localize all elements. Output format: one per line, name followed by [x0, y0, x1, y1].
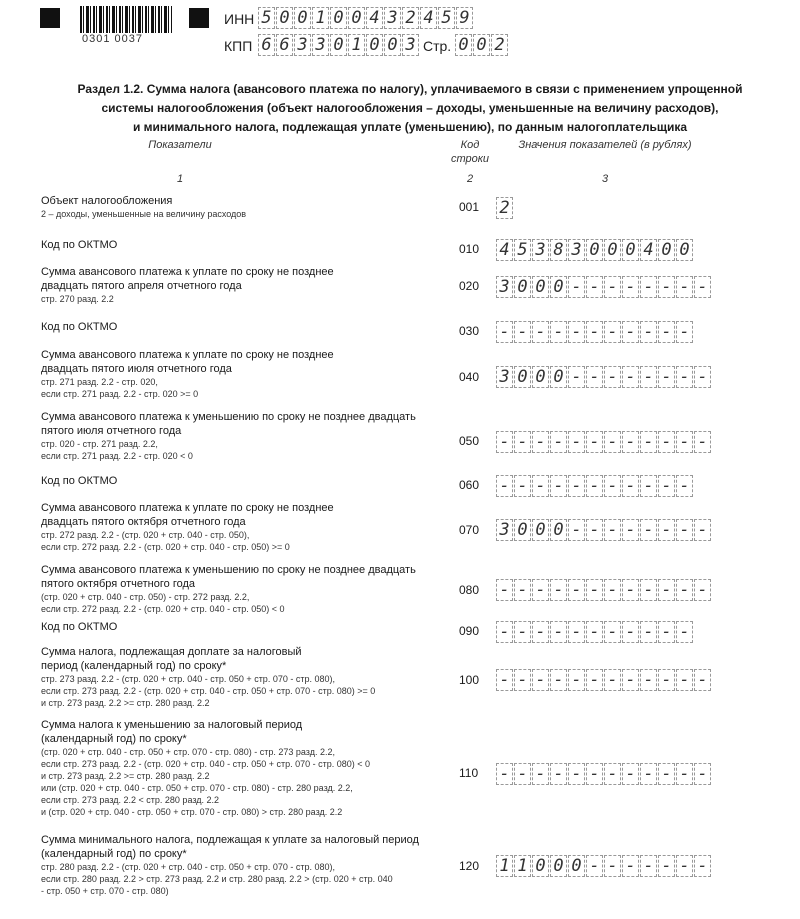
value-digit-cell: - [676, 519, 693, 541]
value-digit-cell: - [658, 321, 675, 343]
row-label-formula: 2 – доходы, уменьшенные на величину расходов [41, 209, 247, 219]
value-digit-cell: - [496, 763, 513, 785]
page-digit-cell: 2 [491, 34, 508, 56]
row-code: 060 [459, 478, 480, 492]
value-digit-cell: 3 [496, 519, 513, 541]
corner-marker-left [40, 8, 60, 28]
value-digit-cell: - [586, 431, 603, 453]
row-label [41, 348, 446, 400]
row-label-main: Сумма налога, подлежащая доплате за налоговый [41, 646, 302, 658]
value-digit-cell: - [640, 475, 657, 497]
value-digit-cell: - [658, 669, 675, 691]
kpp-digit-cell: 1 [348, 34, 365, 56]
value-digit-cell: - [586, 855, 603, 877]
row-label [41, 620, 446, 634]
value-digit-cell: 0 [550, 519, 567, 541]
kpp-digit-cell: 6 [276, 34, 293, 56]
row-value-field [496, 621, 693, 643]
value-digit-cell: - [532, 669, 549, 691]
value-digit-cell: 4 [496, 239, 513, 261]
row-label [41, 645, 446, 709]
row-label [41, 474, 446, 488]
value-digit-cell: - [568, 276, 585, 298]
value-digit-cell: 3 [568, 239, 585, 261]
kpp-digit-cell: 3 [294, 34, 311, 56]
inn-digit-cell: 5 [438, 7, 455, 29]
row-label [41, 501, 446, 553]
barcode-number: 0301 0037 [82, 33, 143, 45]
row-label-formula: стр. 273 разд. 2.2 - (стр. 020 + стр. 040 - стр. 050 + стр. 070 - стр. 080), [41, 674, 335, 684]
value-digit-cell: - [622, 475, 639, 497]
value-digit-cell: - [676, 621, 693, 643]
row-value-field [496, 855, 711, 877]
row-label-main: Сумма авансового платежа к уплате по сроку не позднее [41, 349, 334, 361]
value-digit-cell: - [568, 366, 585, 388]
value-digit-cell: - [532, 475, 549, 497]
row-label-main: Код по ОКТМО [41, 475, 118, 487]
value-digit-cell: - [496, 579, 513, 601]
row-value-field [496, 431, 711, 453]
value-digit-cell: 0 [514, 519, 531, 541]
row-label-main: Сумма авансового платежа к уменьшению по сроку не позднее двадцать [41, 564, 416, 576]
value-digit-cell: - [514, 669, 531, 691]
row-label-main: двадцать пятого апреля отчетного года [41, 280, 242, 292]
value-digit-cell: 0 [622, 239, 639, 261]
value-digit-cell: - [550, 475, 567, 497]
value-digit-cell: - [694, 855, 711, 877]
inn-digit-cell: 2 [402, 7, 419, 29]
row-label-formula: если стр. 273 разд. 2.2 - (стр. 020 + стр. 040 - стр. 050 + стр. 070 - стр. 080) >= 0 [41, 686, 376, 696]
value-digit-cell: - [550, 431, 567, 453]
row-value-field [496, 763, 711, 785]
value-digit-cell: - [694, 763, 711, 785]
value-digit-cell: 0 [604, 239, 621, 261]
value-digit-cell: - [496, 475, 513, 497]
value-digit-cell: - [622, 366, 639, 388]
value-digit-cell: - [676, 276, 693, 298]
row-value-field [496, 239, 693, 261]
row-value-field [496, 197, 513, 219]
row-code: 080 [459, 583, 480, 597]
row-label [41, 320, 446, 334]
row-value-field [496, 321, 693, 343]
value-digit-cell: - [658, 431, 675, 453]
value-digit-cell: 0 [532, 366, 549, 388]
value-digit-cell: 0 [676, 239, 693, 261]
inn-digit-cell: 4 [366, 7, 383, 29]
value-digit-cell: - [658, 475, 675, 497]
value-digit-cell: - [604, 855, 621, 877]
kpp-digit-cell: 0 [330, 34, 347, 56]
page-number-field [455, 34, 508, 56]
value-digit-cell: - [622, 579, 639, 601]
value-digit-cell: - [622, 621, 639, 643]
value-digit-cell: - [622, 763, 639, 785]
kpp-field [258, 34, 419, 56]
row-label-main: (календарный год) по сроку* [41, 848, 187, 860]
value-digit-cell: - [622, 669, 639, 691]
row-label-main: Сумма авансового платежа к уплате по сроку не позднее [41, 502, 334, 514]
value-digit-cell: - [568, 431, 585, 453]
value-digit-cell: - [586, 475, 603, 497]
value-digit-cell: - [622, 519, 639, 541]
page-digit-cell: 0 [455, 34, 472, 56]
row-label [41, 238, 446, 252]
row-label-main: период (календарный год) по сроку* [41, 660, 227, 672]
row-code: 001 [459, 200, 480, 214]
value-digit-cell: - [532, 621, 549, 643]
row-label [41, 563, 446, 615]
value-digit-cell: - [496, 669, 513, 691]
value-digit-cell: - [496, 621, 513, 643]
value-digit-cell: - [604, 669, 621, 691]
value-digit-cell: - [532, 579, 549, 601]
inn-digit-cell: 1 [312, 7, 329, 29]
value-digit-cell: - [694, 366, 711, 388]
value-digit-cell: - [568, 763, 585, 785]
row-label-main: (календарный год) по сроку* [41, 733, 187, 745]
row-label-main: пятого июля отчетного года [41, 425, 182, 437]
value-digit-cell: - [694, 579, 711, 601]
value-digit-cell: - [694, 669, 711, 691]
value-digit-cell: - [568, 621, 585, 643]
row-label-formula: если стр. 271 разд. 2.2 - стр. 020 >= 0 [41, 389, 199, 399]
column-header-code-line2: строки [450, 153, 490, 165]
row-label [41, 833, 446, 897]
row-label-main: Сумма налога к уменьшению за налоговый период [41, 719, 303, 731]
value-digit-cell: - [676, 431, 693, 453]
kpp-digit-cell: 0 [366, 34, 383, 56]
row-label-formula: или (стр. 020 + стр. 040 - стр. 050 + стр. 070 - стр. 080) - стр. 280 разд. 2.2, [41, 783, 353, 793]
value-digit-cell: 3 [532, 239, 549, 261]
row-label-formula: и (стр. 020 + стр. 040 - стр. 050 + стр. 070 - стр. 080) > стр. 280 разд. 2.2 [41, 807, 343, 817]
value-digit-cell: - [658, 763, 675, 785]
page-label: Стр. [423, 38, 452, 54]
page-digit-cell: 0 [473, 34, 490, 56]
value-digit-cell: - [640, 669, 657, 691]
section-title-line: Раздел 1.2. Сумма налога (авансового платежа по налогу), уплачиваемого в связи с применением упрощенной [77, 82, 743, 96]
value-digit-cell: - [694, 276, 711, 298]
row-label-main: двадцать пятого июля отчетного года [41, 363, 232, 375]
inn-digit-cell: 5 [258, 7, 275, 29]
value-digit-cell: 0 [532, 519, 549, 541]
value-digit-cell: - [586, 519, 603, 541]
inn-digit-cell: 0 [348, 7, 365, 29]
value-digit-cell: - [640, 321, 657, 343]
value-digit-cell: - [568, 669, 585, 691]
value-digit-cell: - [568, 475, 585, 497]
column-number-3: 3 [601, 173, 609, 185]
value-digit-cell: - [640, 431, 657, 453]
value-digit-cell: - [658, 276, 675, 298]
row-code: 090 [459, 624, 480, 638]
barcode-bars [80, 6, 172, 33]
row-code: 030 [459, 324, 480, 338]
row-label-formula: - стр. 050 + стр. 070 - стр. 080) [41, 886, 169, 896]
value-digit-cell: - [640, 579, 657, 601]
value-digit-cell: - [622, 431, 639, 453]
row-code: 020 [459, 279, 480, 293]
value-digit-cell: 0 [568, 855, 585, 877]
value-digit-cell: - [622, 276, 639, 298]
inn-field [258, 7, 473, 29]
value-digit-cell: - [604, 475, 621, 497]
row-label [41, 718, 446, 818]
value-digit-cell: - [604, 519, 621, 541]
value-digit-cell: - [496, 431, 513, 453]
value-digit-cell: 0 [658, 239, 675, 261]
row-label-formula: и стр. 273 разд. 2.2 >= стр. 280 разд. 2.2 [41, 698, 210, 708]
column-header-values: Значения показателей (в рублях) [518, 139, 692, 151]
row-label-formula: если стр. 272 разд. 2.2 - (стр. 020 + стр. 040 - стр. 050) < 0 [41, 604, 285, 614]
value-digit-cell: 0 [514, 276, 531, 298]
kpp-digit-cell: 6 [258, 34, 275, 56]
value-digit-cell: - [676, 475, 693, 497]
row-label-main: двадцать пятого октября отчетного года [41, 516, 246, 528]
value-digit-cell: - [496, 321, 513, 343]
value-digit-cell: 0 [550, 855, 567, 877]
value-digit-cell: - [532, 431, 549, 453]
row-label-main: Объект налогообложения [41, 195, 173, 207]
row-label-formula: если стр. 272 разд. 2.2 - (стр. 020 + стр. 040 - стр. 050) >= 0 [41, 542, 290, 552]
inn-digit-cell: 0 [294, 7, 311, 29]
row-code: 100 [459, 673, 480, 687]
inn-digit-cell: 0 [276, 7, 293, 29]
kpp-label: КПП [224, 38, 253, 54]
value-digit-cell: - [568, 579, 585, 601]
value-digit-cell: - [676, 855, 693, 877]
value-digit-cell: - [640, 621, 657, 643]
row-label-main: Сумма авансового платежа к уменьшению по сроку не позднее двадцать [41, 411, 416, 423]
section-title-line: и минимального налога, подлежащая уплате (уменьшению), по данным налогоплательщика [132, 120, 688, 134]
row-value-field [496, 519, 711, 541]
value-digit-cell: - [586, 763, 603, 785]
column-number-2: 2 [466, 173, 474, 185]
inn-digit-cell: 0 [330, 7, 347, 29]
value-digit-cell: - [568, 519, 585, 541]
inn-label: ИНН [224, 11, 255, 27]
corner-marker-right [189, 8, 209, 28]
row-label-formula: если стр. 271 разд. 2.2 - стр. 020 < 0 [41, 451, 193, 461]
value-digit-cell: - [514, 321, 531, 343]
value-digit-cell: 0 [550, 276, 567, 298]
row-label-formula: стр. 280 разд. 2.2 - (стр. 020 + стр. 040 - стр. 050 + стр. 070 - стр. 080), [41, 862, 335, 872]
row-label-formula: стр. 272 разд. 2.2 - (стр. 020 + стр. 040 - стр. 050), [41, 530, 250, 540]
value-digit-cell: - [604, 366, 621, 388]
value-digit-cell: - [550, 621, 567, 643]
inn-digit-cell: 3 [384, 7, 401, 29]
value-digit-cell: - [658, 855, 675, 877]
value-digit-cell: 1 [496, 855, 513, 877]
value-digit-cell: - [640, 366, 657, 388]
value-digit-cell: - [676, 763, 693, 785]
row-value-field [496, 579, 711, 601]
barcode [80, 6, 172, 44]
value-digit-cell: - [586, 621, 603, 643]
value-digit-cell: - [586, 321, 603, 343]
value-digit-cell: - [604, 763, 621, 785]
value-digit-cell: - [604, 431, 621, 453]
value-digit-cell: - [658, 366, 675, 388]
value-digit-cell: - [604, 579, 621, 601]
value-digit-cell: - [550, 669, 567, 691]
value-digit-cell: - [676, 366, 693, 388]
section-title [60, 80, 760, 137]
value-digit-cell: - [586, 366, 603, 388]
column-number-1: 1 [176, 173, 184, 185]
row-label-formula: (стр. 020 + стр. 040 - стр. 050) - стр. 272 разд. 2.2, [41, 592, 250, 602]
value-digit-cell: 5 [514, 239, 531, 261]
row-value-field [496, 366, 711, 388]
value-digit-cell: - [532, 763, 549, 785]
row-value-field [496, 475, 693, 497]
value-digit-cell: 0 [532, 276, 549, 298]
value-digit-cell: 4 [640, 239, 657, 261]
row-label-main: Сумма минимального налога, подлежащая к уплате за налоговый период [41, 834, 419, 846]
value-digit-cell: - [568, 321, 585, 343]
row-label-formula: и стр. 273 разд. 2.2 >= стр. 280 разд. 2.2 [41, 771, 210, 781]
column-header-code-line1: Код [460, 139, 480, 151]
value-digit-cell: - [658, 579, 675, 601]
value-digit-cell: 0 [514, 366, 531, 388]
value-digit-cell: - [586, 579, 603, 601]
row-code: 050 [459, 434, 480, 448]
row-label [41, 410, 446, 462]
value-digit-cell: - [676, 669, 693, 691]
value-digit-cell: - [550, 321, 567, 343]
value-digit-cell: 0 [532, 855, 549, 877]
row-label-main: Код по ОКТМО [41, 621, 118, 633]
value-digit-cell: 2 [496, 197, 513, 219]
kpp-digit-cell: 3 [312, 34, 329, 56]
value-digit-cell: 3 [496, 366, 513, 388]
value-digit-cell: 3 [496, 276, 513, 298]
row-code: 010 [459, 242, 480, 256]
inn-digit-cell: 9 [456, 7, 473, 29]
value-digit-cell: - [658, 519, 675, 541]
row-code: 040 [459, 370, 480, 384]
value-digit-cell: - [640, 855, 657, 877]
section-title-line: системы налогообложения (объект налогообложения – доходы, уменьшенные на величину расходов), [101, 101, 719, 115]
value-digit-cell: - [514, 579, 531, 601]
row-label-main: Сумма авансового платежа к уплате по сроку не позднее [41, 266, 334, 278]
row-label-main: Код по ОКТМО [41, 321, 118, 333]
row-code: 110 [459, 766, 479, 780]
row-label-formula: стр. 270 разд. 2.2 [41, 294, 114, 304]
value-digit-cell: - [640, 763, 657, 785]
value-digit-cell: - [622, 855, 639, 877]
row-value-field [496, 276, 711, 298]
row-code: 120 [459, 859, 480, 873]
kpp-digit-cell: 0 [384, 34, 401, 56]
row-value-field [496, 669, 711, 691]
kpp-digit-cell: 3 [402, 34, 419, 56]
value-digit-cell: 0 [586, 239, 603, 261]
value-digit-cell: - [694, 519, 711, 541]
value-digit-cell: - [658, 621, 675, 643]
row-label-formula: если стр. 273 разд. 2.2 - (стр. 020 + стр. 040 - стр. 050 + стр. 070 - стр. 080) < 0 [41, 759, 371, 769]
row-label-formula: стр. 020 - стр. 271 разд. 2.2, [41, 439, 158, 449]
value-digit-cell: - [514, 431, 531, 453]
row-label-formula: (стр. 020 + стр. 040 - стр. 050 + стр. 070 - стр. 080) - стр. 273 разд. 2.2, [41, 747, 335, 757]
value-digit-cell: - [532, 321, 549, 343]
value-digit-cell: - [640, 519, 657, 541]
row-label-formula: если стр. 280 разд. 2.2 > стр. 273 разд. 2.2 и стр. 280 разд. 2.2 > (стр. 020 + стр. 040 [41, 874, 393, 884]
column-header-indicators: Показатели [148, 139, 212, 151]
row-label-main: пятого октября отчетного года [41, 578, 195, 590]
value-digit-cell: - [514, 475, 531, 497]
column-header-code [440, 138, 500, 166]
inn-digit-cell: 4 [420, 7, 437, 29]
value-digit-cell: - [604, 276, 621, 298]
value-digit-cell: - [550, 579, 567, 601]
value-digit-cell: - [550, 763, 567, 785]
value-digit-cell: - [640, 276, 657, 298]
value-digit-cell: - [676, 579, 693, 601]
value-digit-cell: - [514, 621, 531, 643]
row-label [41, 194, 446, 220]
value-digit-cell: 1 [514, 855, 531, 877]
value-digit-cell: - [604, 621, 621, 643]
row-code: 070 [459, 523, 480, 537]
value-digit-cell: - [676, 321, 693, 343]
value-digit-cell: - [604, 321, 621, 343]
value-digit-cell: - [586, 276, 603, 298]
value-digit-cell: - [586, 669, 603, 691]
row-label [41, 265, 446, 305]
value-digit-cell: - [622, 321, 639, 343]
row-label-main: Код по ОКТМО [41, 239, 118, 251]
row-label-formula: стр. 271 разд. 2.2 - стр. 020, [41, 377, 158, 387]
row-label-formula: если стр. 273 разд. 2.2 < стр. 280 разд. 2.2 [41, 795, 220, 805]
value-digit-cell: 0 [550, 366, 567, 388]
value-digit-cell: - [694, 431, 711, 453]
value-digit-cell: 8 [550, 239, 567, 261]
value-digit-cell: - [514, 763, 531, 785]
